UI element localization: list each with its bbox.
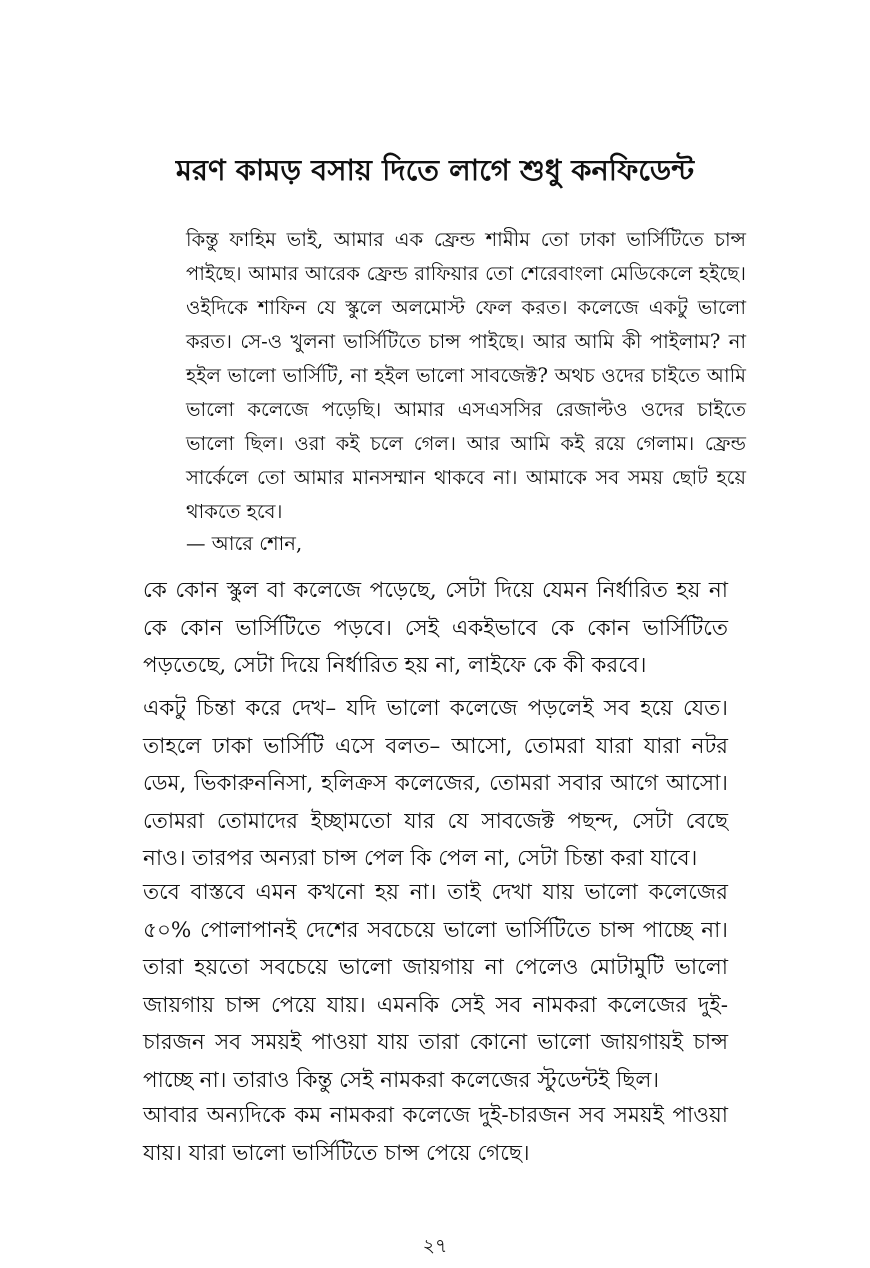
page-number: ২৭ <box>422 1235 448 1257</box>
body-paragraph-4: আবার অন্যদিকে কম নামকরা কলেজে দুই-চারজন সব সময়ই পাওয়া যায়। যারা ভালো ভার্সিটিতে চান্স পেয়ে গেছে। <box>143 1103 728 1166</box>
body-paragraph-3: তবে বাস্তবে এমন কখনো হয় না। তাই দেখা যায় ভালো কলেজের ৫০% পোলাপানই দেশের সবচেয়ে ভালো ভার্সিটিতে চান্স পাচ্ছে না। তারা হয়তো সবচেয়ে ভালো জায়গায় না পেলেও মোটামুটি ভালো জায়গায় চান্স পেয়ে যায়। এমনকি সেই সব নামকরা কলেজের দুই-চারজন সব সময়ই পাওয়া যায় তারা কোনো ভালো জায়গায়ই চান্স পাচ্ছে না। তারাও কিন্তু সেই নামকরা কলেজের স্টুডেন্টই ছিল। <box>143 880 728 1093</box>
body-paragraph-2: একটু চিন্তা করে দেখ– যদি ভালো কলেজে পড়লেই সব হয়ে যেত। তাহলে ঢাকা ভার্সিটি এসে বলত– আসো, তোমরা যারা যারা নটর ডেম, ভিকারুননিসা, হলিক্রস কলেজের, তোমরা সবার আগে আসো। তোমরা তোমাদের ইচ্ছামতো যার যে সাবজেক্ট পছন্দ, সেটা বেছে নাও। তারপর অন্যরা চান্স পেল কি পেল না, সেটা চিন্তা করা যাবে। <box>143 696 728 871</box>
dialogue-reply: — আরে শোন, <box>186 532 303 555</box>
indented-quote: কিন্তু ফাহিম ভাই, আমার এক ফ্রেন্ড শামীম তো ঢাকা ভার্সিটিতে চান্স পাইছে। আমার আরেক ফ্রেন্ড রাফিয়ার তো শেরেবাংলা মেডিকেলে হইছে। ওইদিকে শাফিন যে স্কুলে অলমোস্ট ফেল করত। কলেজে একটু ভালো করত। সে-ও খুলনা ভার্সিটিতে চান্স পাইছে। আর আমি কী পাইলাম? না হইল ভালো ভার্সিটি, না হইল ভালো সাবজেক্ট? অথচ ওদের চাইতে আমি ভালো কলেজে পড়েছি। আমার এসএসসির রেজাল্টও ওদের চাইতে ভালো ছিল। ওরা কই চলে গেল। আর আমি কই রয়ে গেলাম। ফ্রেন্ড সার্কেলে তো আমার মানসম্মান থাকবে না। আমাকে সব সময় ছোট হয়ে থাকতে হবে। <box>186 228 746 523</box>
chapter-title: মরণ কামড় বসায় দিতে লাগে শুধু কনফিডেন্ট <box>175 153 695 187</box>
body-paragraph-1: কে কোন স্কুল বা কলেজে পড়েছে, সেটা দিয়ে যেমন নির্ধারিত হয় না কে কোন ভার্সিটিতে পড়বে। সেই একইভাবে কে কোন ভার্সিটিতে পড়তেছে, সেটা দিয়ে নির্ধারিত হয় না, লাইফে কে কী করবে। <box>143 578 728 678</box>
